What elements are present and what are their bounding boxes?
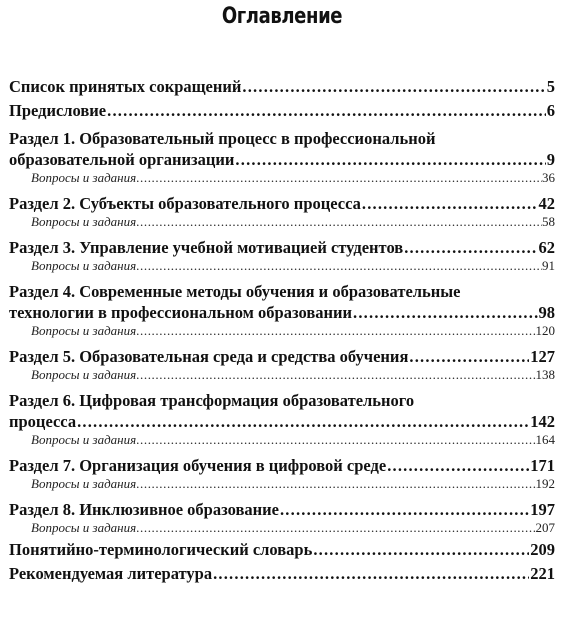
dot-leader [136, 520, 535, 536]
entry-title-line-1: Раздел 4. Современные методы обучения и образовательные [9, 282, 461, 301]
entry-title-line-1: Раздел 1. Образовательный процесс в профессиональной [9, 129, 436, 148]
entry-title: Раздел 3. Управление учебной мотивацией студентов [9, 238, 404, 257]
entry-title: Список принятых сокращений [9, 77, 242, 96]
page-number: 171 [530, 456, 555, 475]
page-number: 142 [530, 412, 555, 431]
dot-leader [362, 193, 538, 214]
entry-title: Раздел 7. Организация обучения в цифровой среде [9, 456, 387, 475]
toc-entry-section-4[interactable] [9, 281, 555, 339]
toc-entry-section-5[interactable] [9, 346, 555, 383]
page-number: 209 [530, 540, 555, 559]
dot-leader [404, 237, 537, 258]
toc-subentry-questions[interactable]: Вопросы и задания ..... 192 [9, 476, 555, 492]
dot-leader [136, 476, 535, 492]
entry-title-line-2: образовательной организации [9, 150, 235, 169]
dot-leader [235, 149, 545, 170]
toc-subentry-questions[interactable]: Вопросы и задания ..... 164 [9, 432, 555, 448]
entry-title: Раздел 8. Инклюзивное образование [9, 500, 279, 519]
toc-entry-preface[interactable] [9, 100, 555, 121]
dot-leader [136, 214, 542, 230]
toc-subentry-questions[interactable]: Вопросы и задания ..... 120 [9, 323, 555, 339]
toc-subentry-questions[interactable]: Вопросы и задания ..... 36 [9, 170, 555, 186]
dot-leader [136, 367, 535, 383]
dot-leader [77, 411, 529, 432]
dot-leader [213, 563, 529, 584]
page-number: 197 [530, 500, 555, 519]
page-number: 6 [546, 101, 555, 120]
dot-leader [136, 323, 535, 339]
dot-leader [136, 258, 542, 274]
dot-leader [242, 76, 545, 97]
entry-title: Понятийно-терминологический словарь [9, 540, 313, 559]
dot-leader [387, 455, 529, 476]
toc-entry-section-6[interactable] [9, 390, 555, 448]
page-number: 98 [538, 303, 555, 322]
page-number: 127 [530, 347, 555, 366]
dot-leader [313, 539, 529, 560]
dot-leader [353, 302, 537, 323]
dot-leader [107, 100, 546, 121]
page-number: 221 [530, 564, 555, 583]
page-title: Оглавление [221, 4, 343, 29]
entry-title-line-2: технологии в профессиональном образовании [9, 303, 353, 322]
toc-entry-glossary[interactable] [9, 539, 555, 560]
dot-leader [280, 499, 529, 520]
table-of-contents [9, 76, 555, 584]
page-number: 62 [538, 238, 555, 257]
entry-title-line-2: процесса [9, 412, 77, 431]
entry-title: Раздел 2. Субъекты образовательного процесса [9, 194, 361, 213]
dot-leader [136, 432, 535, 448]
toc-entry-section-8[interactable] [9, 499, 555, 536]
toc-subentry-questions[interactable]: Вопросы и задания ..... 91 [9, 258, 555, 274]
toc-entry-abbreviations[interactable] [9, 76, 555, 97]
toc-subentry-questions[interactable]: Вопросы и задания ..... 58 [9, 214, 555, 230]
toc-entry-section-3[interactable] [9, 237, 555, 274]
entry-title: Рекомендуемая литература [9, 564, 213, 583]
toc-entry-section-7[interactable] [9, 455, 555, 492]
dot-leader [409, 346, 529, 367]
entry-title-line-1: Раздел 6. Цифровая трансформация образовательного [9, 391, 415, 410]
page-number: 9 [546, 150, 555, 169]
toc-entry-section-2[interactable] [9, 193, 555, 230]
page-number: 5 [546, 77, 555, 96]
toc-subentry-questions[interactable]: Вопросы и задания ..... 138 [9, 367, 555, 383]
page-number: 42 [538, 194, 555, 213]
entry-title: Раздел 5. Образовательная среда и средства обучения [9, 347, 409, 366]
toc-entry-literature[interactable] [9, 563, 555, 584]
toc-subentry-questions[interactable]: Вопросы и задания ..... 207 [9, 520, 555, 536]
dot-leader [136, 170, 542, 186]
entry-title: Предисловие [9, 101, 107, 120]
toc-entry-section-1[interactable] [9, 128, 555, 186]
